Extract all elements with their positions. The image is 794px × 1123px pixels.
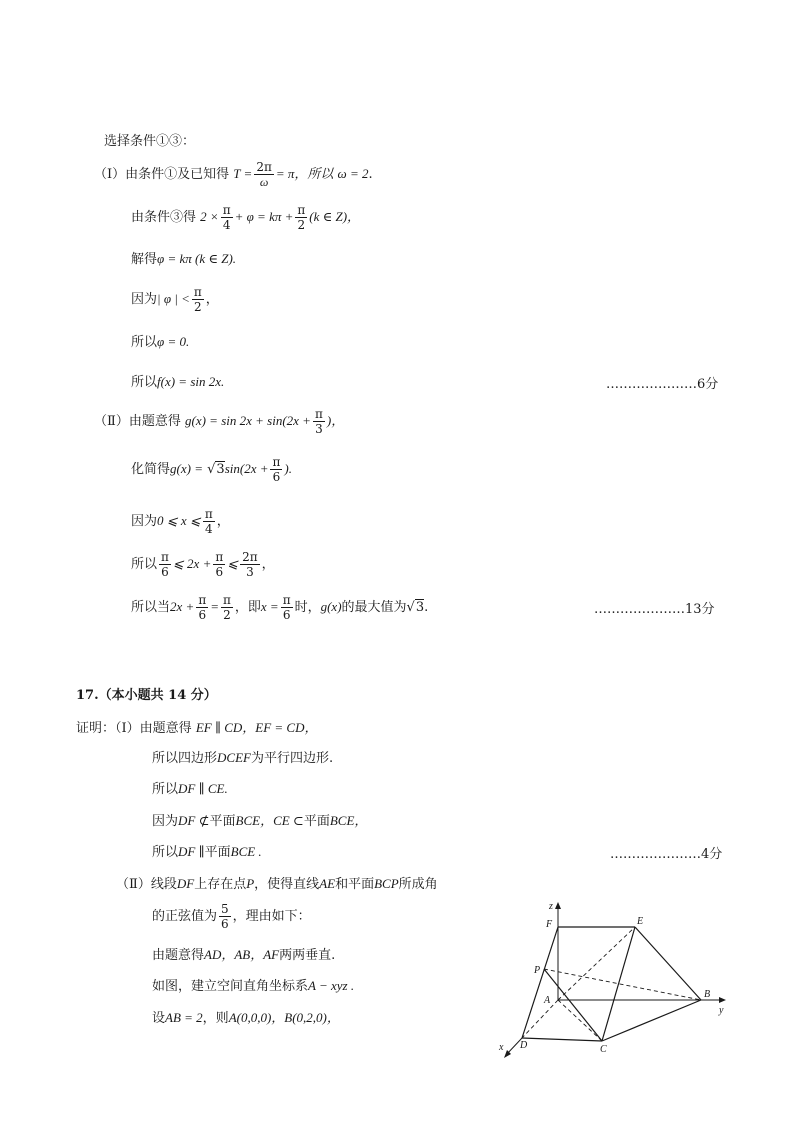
dash-AD xyxy=(522,1000,558,1038)
part2-l5-expr-a: 2x + xyxy=(170,599,195,614)
part1-line6 xyxy=(131,373,224,392)
q17-p2-line3 xyxy=(152,946,335,965)
part2-line3 xyxy=(131,507,230,536)
q17-p1-l4-text-b: 平面 xyxy=(209,814,236,829)
q17-p1-l2: 所以四边形 xyxy=(152,751,218,766)
part1-l2-expr-b: + φ = kπ + xyxy=(234,209,294,224)
q17-p2-l1-c: ，使得直线 xyxy=(254,877,320,892)
frac-denominator: 6 xyxy=(221,917,229,931)
intro-line xyxy=(104,133,195,151)
q17-p2-l5-b: ，则 xyxy=(202,1011,229,1026)
frac-denominator: 4 xyxy=(204,522,213,536)
part2-l3-end: ， xyxy=(216,514,230,529)
part2-l5-text3: 时， xyxy=(294,600,321,615)
sqrt-symbol: √ xyxy=(207,462,216,477)
q17-p2-marker: （Ⅱ） xyxy=(116,877,151,892)
part2-l2-expr-b: sin(2x + xyxy=(224,461,269,476)
frac-denominator: 6 xyxy=(272,470,281,484)
part2-line2 xyxy=(131,455,292,484)
part1-l1-fraction xyxy=(254,160,274,189)
part2-l3-text: 因为 xyxy=(131,514,158,529)
label-y: y xyxy=(719,1005,724,1016)
q17-p2-l1-a: 线段 xyxy=(150,877,177,892)
q17-p1-line5 xyxy=(152,843,262,862)
part2-line5 xyxy=(131,593,428,622)
q17-p1-l2-expr: DCEF xyxy=(217,750,251,765)
part1-l1-text: 由条件①及已知得 xyxy=(125,167,230,182)
q17-p2-l4-a: 如图，建立空间直角坐标系 xyxy=(152,979,309,994)
frac-numerator: π xyxy=(282,593,291,607)
part2-l3-fraction xyxy=(203,507,215,536)
part2-l1-text: 由题意得 xyxy=(128,414,181,429)
sqrt-symbol: √ xyxy=(406,600,415,615)
part2-marker: （Ⅱ） xyxy=(94,414,129,429)
part1-l2-text: 由条件③得 xyxy=(131,210,197,225)
q17-p2-l2-fraction xyxy=(219,902,231,931)
part1-l2-frac2 xyxy=(295,203,307,232)
part2-l5-frac2 xyxy=(221,593,233,622)
frac-numerator: π xyxy=(198,593,207,607)
part2-l4-expr-b: ⩽ xyxy=(227,556,239,571)
edge-CB xyxy=(602,1000,701,1041)
part2-l2-fraction xyxy=(270,455,282,484)
label-P: P xyxy=(534,965,541,976)
q17-p1-l1-text: 由题意得 xyxy=(139,721,192,736)
frac-numerator: 2π xyxy=(256,160,272,174)
intro-text: 选择条件①③： xyxy=(104,134,196,149)
part1-l1-eq-left: T = xyxy=(233,166,253,181)
q17-p2-l5-a: 设 xyxy=(152,1011,166,1026)
part2-l5-text4: 的最大值为 xyxy=(341,600,407,615)
part1-l5-expr: φ = 0. xyxy=(157,334,190,349)
q17-p2-line2 xyxy=(152,902,311,931)
z-axis-arrow xyxy=(555,902,561,909)
frac-numerator: π xyxy=(222,593,231,607)
part2-l5-text: 所以当 xyxy=(131,600,171,615)
proof-label: 证明： xyxy=(76,721,116,736)
part2-l5-expr-b: = xyxy=(210,599,219,614)
q17-p1-marker: （Ⅰ） xyxy=(115,721,140,736)
q17-p2-l2-a: 的正弦值为 xyxy=(152,909,218,924)
part1-l1-end: . xyxy=(368,167,373,182)
q17-p1-l5-expr-a: DF ∥ xyxy=(178,844,205,859)
frac-denominator: 2 xyxy=(297,218,306,232)
part2-l5-text2: ，即 xyxy=(234,600,261,615)
part2-l2-text: 化简得 xyxy=(131,462,171,477)
part2-l4-frac1 xyxy=(159,550,171,579)
label-A: A xyxy=(544,995,551,1006)
part2-l5-frac3 xyxy=(281,593,293,622)
frac-numerator: 2π xyxy=(242,550,258,564)
part1-l4-text: 因为 xyxy=(131,292,158,307)
part1-l2-frac1 xyxy=(221,203,233,232)
part2-l3-expr: 0 ⩽ x ⩽ xyxy=(157,513,201,528)
q17-p1-line2 xyxy=(152,749,333,768)
part1-l3-expr: φ = kπ (k ∈ Z). xyxy=(157,251,237,266)
part1-l2-expr-a: 2 × xyxy=(200,209,219,224)
q17-p2-l1-b: 上存在点 xyxy=(194,877,247,892)
frac-denominator: 6 xyxy=(282,608,291,622)
label-F: F xyxy=(546,919,553,930)
q17-p1-l5-text-b: 平面 xyxy=(204,845,231,860)
q17-p2-l3-b: 两两垂直. xyxy=(279,948,336,963)
q17-heading: 17.（本小题共 14 分） xyxy=(76,688,217,703)
q17-p2-l5-expr-b: A(0,0,0)，B(0,2,0)， xyxy=(228,1010,340,1025)
label-C: C xyxy=(600,1044,607,1055)
part1-line4 xyxy=(131,285,219,314)
part2-line4 xyxy=(131,550,275,579)
q17-p2-l1-d: 和平面 xyxy=(335,877,375,892)
frac-denominator: 6 xyxy=(161,565,169,579)
part1-l1-omega: ω = 2 xyxy=(337,166,369,181)
label-D: D xyxy=(520,1040,528,1051)
part1-l4-expr: | φ | < xyxy=(157,291,190,306)
q17-p2-l1-e: 所成角 xyxy=(398,877,438,892)
frac-denominator: 2 xyxy=(194,300,202,314)
label-x: x xyxy=(499,1042,504,1053)
part1-l2-expr-c: (k ∈ Z)， xyxy=(309,209,361,224)
q17-p1-score: …………………4分 xyxy=(610,847,723,862)
part2-l1-fraction xyxy=(313,407,325,436)
part2-line1 xyxy=(94,407,344,436)
q17-p2-line5 xyxy=(152,1009,340,1028)
geometry-figure xyxy=(494,895,754,1065)
q17-p2-l3-expr: AD，AB，AF xyxy=(204,947,280,962)
q17-p1-l5: 所以 xyxy=(152,845,179,860)
q17-p1-l4-expr-a: DF ⊄ xyxy=(178,813,210,828)
q17-p1-l3-expr: DF ∥ CE. xyxy=(178,781,228,796)
part2-l2-expr-c: ). xyxy=(284,461,292,476)
frac-denominator: 2 xyxy=(223,608,231,622)
part2-score: …………………13分 xyxy=(594,602,715,617)
part1-l1-eq-right: = π，所以 xyxy=(275,166,334,181)
part1-line5 xyxy=(131,333,189,352)
frac-denominator: 6 xyxy=(198,608,207,622)
label-B: B xyxy=(704,989,711,1000)
part2-l1-expr-a: g(x) = sin 2x + sin(2x + xyxy=(185,413,311,428)
part1-l3-text: 解得 xyxy=(131,252,158,267)
part2-l4-expr-a: ⩽ 2x + xyxy=(172,556,212,571)
part2-l2-expr-a: g(x) = xyxy=(170,461,203,476)
frac-denominator: 3 xyxy=(315,422,323,436)
frac-denominator: 3 xyxy=(246,565,254,579)
part1-line2 xyxy=(131,203,360,232)
y-axis-arrow xyxy=(719,997,726,1003)
edge-EC xyxy=(602,927,635,1041)
part1-marker: （Ⅰ） xyxy=(94,167,126,182)
part1-l6-expr: f(x) = sin 2x. xyxy=(157,374,225,389)
part2-l5-expr-c: x = xyxy=(260,599,279,614)
frac-numerator: π xyxy=(161,550,169,564)
frac-denominator: ω xyxy=(259,175,269,189)
part2-l1-expr-b: )， xyxy=(326,413,345,428)
q17-p2-l1-expr-d: BCP xyxy=(374,876,399,891)
frac-denominator: 6 xyxy=(215,565,224,579)
part1-l4-fraction xyxy=(192,285,204,314)
frac-numerator: π xyxy=(314,407,323,421)
part2-l5-end: . xyxy=(424,600,429,615)
frac-numerator: π xyxy=(215,550,224,564)
part1-l6-text: 所以 xyxy=(131,375,158,390)
q17-p2-l2-b: ，理由如下： xyxy=(232,909,311,924)
frac-numerator: π xyxy=(272,455,281,469)
q17-p2-l5-expr-a: AB = 2 xyxy=(165,1010,203,1025)
part1-l5-text: 所以 xyxy=(131,335,158,350)
edge-DC xyxy=(522,1038,602,1041)
part2-l5-sqrt: 3 xyxy=(415,600,425,615)
label-E: E xyxy=(637,916,644,927)
q17-p1-l2-end: 为平行四边形. xyxy=(250,751,334,766)
dash-AE xyxy=(558,927,635,1000)
dash-AC xyxy=(558,1000,602,1041)
edge-EB xyxy=(635,927,701,1000)
q17-p2-line1 xyxy=(116,875,438,894)
label-z: z xyxy=(549,901,553,912)
part1-l4-end: ， xyxy=(205,292,219,307)
q17-p2-line4 xyxy=(152,977,354,996)
q17-p2-l4-expr: A − xyz . xyxy=(308,978,355,993)
q17-p1-l3: 所以 xyxy=(152,782,179,797)
frac-numerator: π xyxy=(222,203,231,217)
part2-l4-frac3 xyxy=(240,550,260,579)
q17-p1-l4-text-c: 平面 xyxy=(303,814,330,829)
q17-p1-line1 xyxy=(76,719,317,738)
q17-p1-l5-expr-b: BCE . xyxy=(230,844,262,859)
q17-p2-l1-expr-a: DF xyxy=(176,876,195,891)
part2-l2-sqrt: 3 xyxy=(216,462,225,477)
frac-numerator: π xyxy=(193,285,202,299)
frac-numerator: π xyxy=(297,203,306,217)
part1-line3 xyxy=(131,250,236,269)
q17-p1-l4: 因为 xyxy=(152,814,179,829)
frac-numerator: π xyxy=(204,507,213,521)
part2-l5-expr-d: g(x) xyxy=(320,599,342,614)
frac-denominator: 4 xyxy=(222,218,231,232)
q17-p2-l3-a: 由题意得 xyxy=(152,948,205,963)
part2-l4-frac2 xyxy=(213,550,225,579)
q17-p1-line3 xyxy=(152,780,228,799)
part1-line1 xyxy=(94,160,373,189)
part2-l4-text: 所以 xyxy=(131,557,158,572)
q17-p1-l1-expr: EF ∥ CD，EF = CD， xyxy=(195,720,318,735)
q17-p2-l1-expr-b: P xyxy=(246,876,255,891)
q17-p1-l4-expr-c: BCE， xyxy=(329,813,368,828)
q17-p1-line4 xyxy=(152,812,367,831)
frac-numerator: 5 xyxy=(221,902,229,916)
part1-score: …………………6分 xyxy=(606,377,719,392)
part2-l5-frac1 xyxy=(196,593,208,622)
part2-l4-end: ， xyxy=(261,557,275,572)
edge-FD xyxy=(522,927,558,1038)
q17-p1-l4-expr-b: BCE，CE ⊂ xyxy=(235,813,304,828)
q17-p2-l1-expr-c: AE xyxy=(319,876,336,891)
